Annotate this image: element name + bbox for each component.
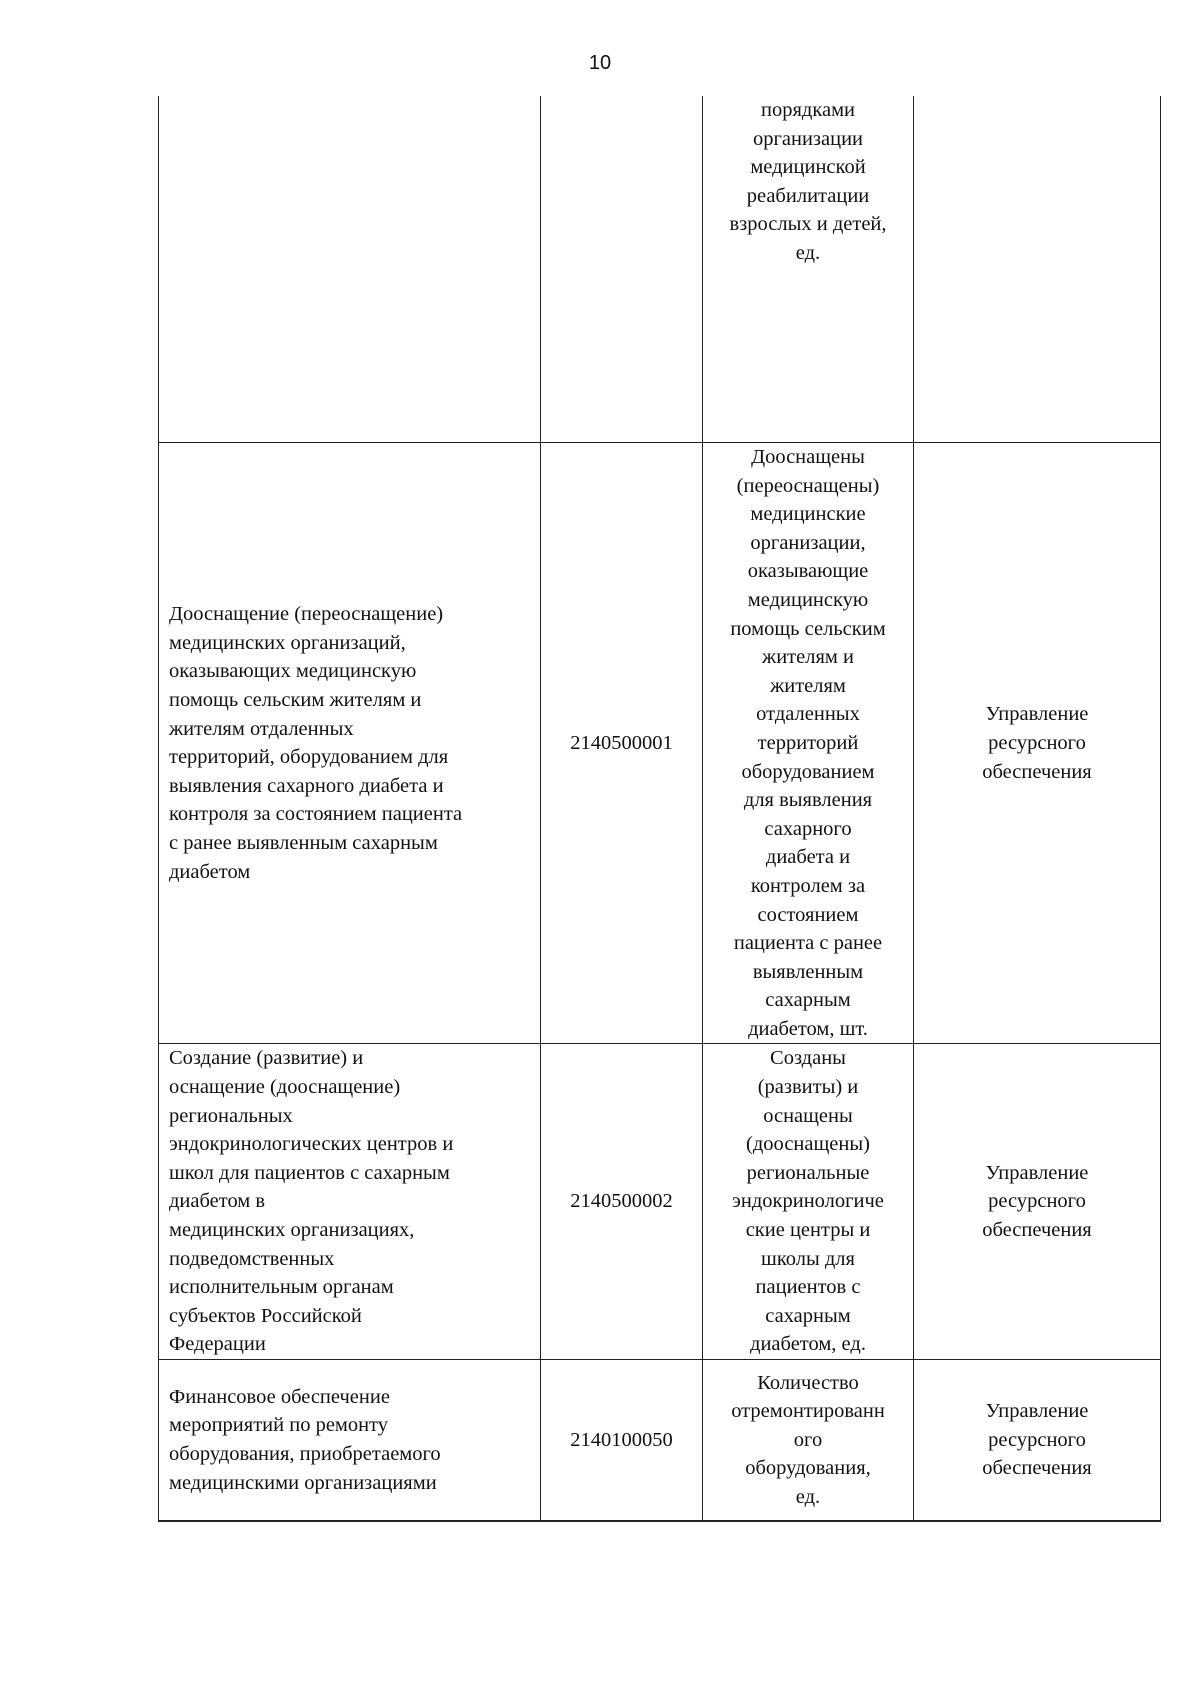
responsible-text: Управление ресурсного обеспечения: [982, 703, 1092, 783]
table-row: [159, 443, 1161, 1044]
measure-name-cell: [159, 1044, 541, 1360]
indicator-text: порядками организации медицинской реабилитации взрослых и детей, ед.: [729, 99, 887, 264]
measure-code: 2140500001: [570, 731, 673, 754]
indicator-cell: [703, 96, 914, 443]
measure-name: Дооснащение (переоснащение) медицинских организаций, оказывающих медицинскую помощь сельским жителям и жителям отдаленных территорий, оборудованием для выявления сахарного диабета и контроля за состоянием пациента с ранее выявленным сахарным диабетом: [169, 603, 463, 883]
responsible-cell: [914, 96, 1161, 443]
responsible-cell: [914, 1360, 1161, 1522]
measure-code: 2140100050: [570, 1428, 673, 1451]
measure-name: Финансовое обеспечение мероприятий по ремонту оборудования, приобретаемого медицинскими организациями: [169, 1385, 441, 1494]
responsible-text: Управление ресурсного обеспечения: [982, 1400, 1092, 1480]
measure-code: 2140500002: [570, 1190, 673, 1213]
measure-code-cell: [541, 443, 703, 1044]
measures-table: [158, 96, 1161, 1522]
page-number: 10: [588, 52, 612, 74]
indicator-cell: [703, 1044, 914, 1360]
measure-code-cell: [541, 1044, 703, 1360]
table-row: [159, 1360, 1161, 1522]
responsible-text: Управление ресурсного обеспечения: [982, 1161, 1092, 1242]
measure-name: Создание (развитие) и оснащение (дооснащение) региональных эндокринологических центров и школ для пациентов с сахарным диабетом в медицинских организациях, подведомственных исполнительным органам субъектов Российской Федерации: [169, 1047, 454, 1356]
measure-code-cell: [541, 96, 703, 443]
indicator-text: Количество отремонтированн ого оборудования, ед.: [731, 1371, 885, 1508]
measure-code-cell: [541, 1360, 703, 1522]
responsible-cell: [914, 1044, 1161, 1360]
indicator-text: Созданы (развиты) и оснащены (дооснащены) региональные эндокринологиче ские центры и школы для пациентов с сахарным диабетом, ед.: [732, 1047, 884, 1356]
measure-name-cell: [159, 1360, 541, 1522]
measure-name-cell: [159, 96, 541, 443]
table-row: [159, 1044, 1161, 1360]
measure-name-cell: [159, 443, 541, 1044]
indicator-cell: [703, 1360, 914, 1522]
indicator-text: Дооснащены (переоснащены) медицинские организации, оказывающие медицинскую помощь сельским жителям и жителям отдаленных территорий оборудованием для выявления сахарного диабета и контролем за состоянием пациента с ранее выявленным сахарным диабетом, шт.: [730, 446, 886, 1040]
table-row: [159, 96, 1161, 443]
indicator-cell: [703, 443, 914, 1044]
responsible-cell: [914, 443, 1161, 1044]
